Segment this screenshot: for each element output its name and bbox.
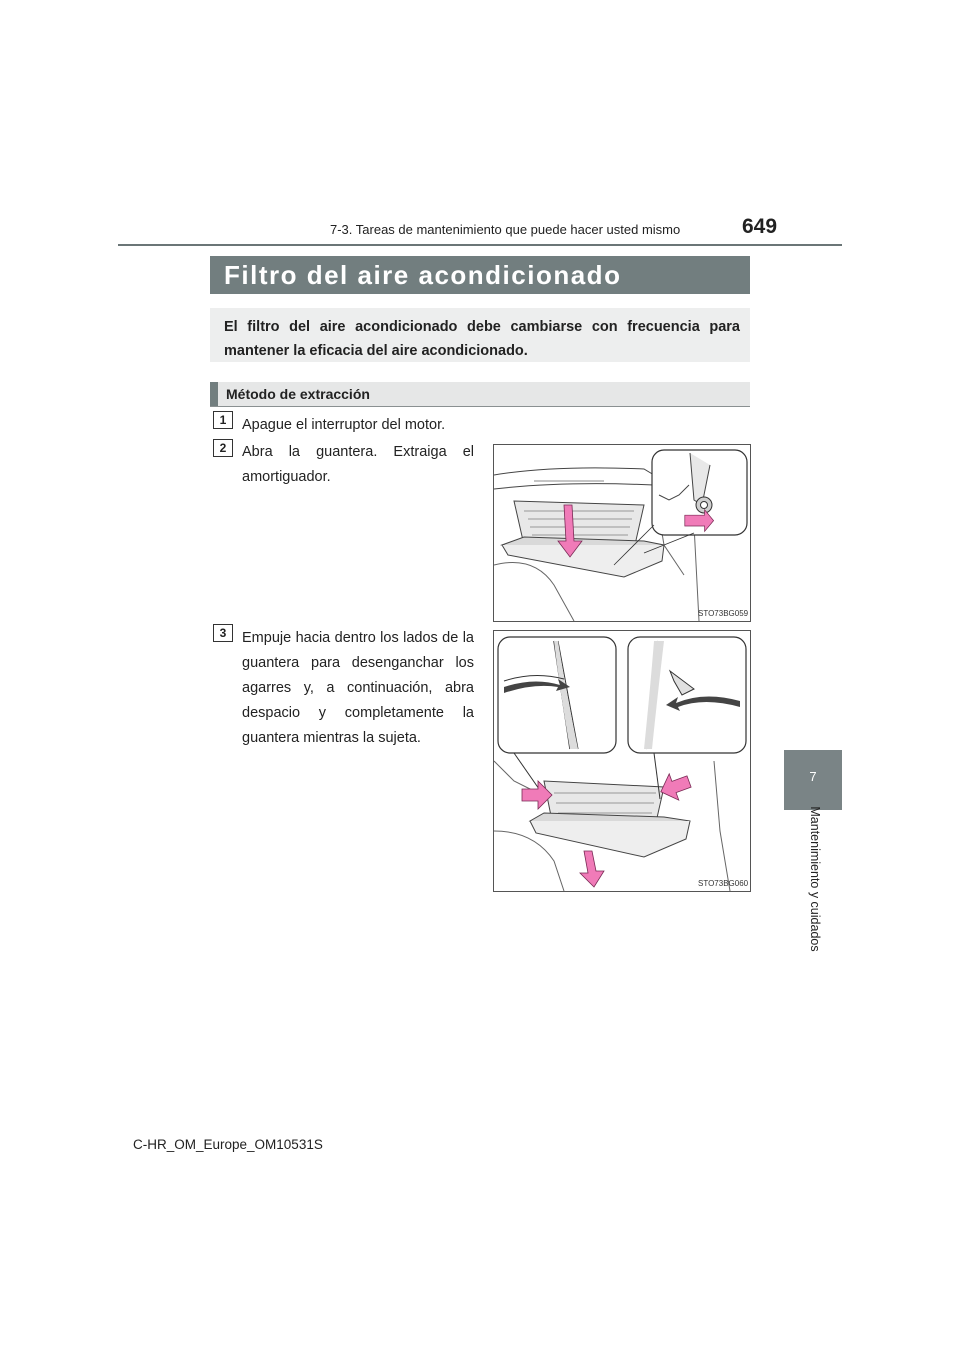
figure-code-1: STO73BG059 xyxy=(698,609,749,618)
figure-glovebox-release xyxy=(493,630,751,892)
header-section-title: 7-3. Tareas de mantenimiento que puede hacer usted mismo xyxy=(330,222,681,237)
step-number-3: 3 xyxy=(213,624,233,642)
subsection-title: Método de extracción xyxy=(226,386,370,402)
step-number-1: 1 xyxy=(213,411,233,429)
page-number: 649 xyxy=(742,215,778,238)
glovebox-release-illustration xyxy=(494,631,750,891)
chapter-number: 7 xyxy=(809,769,817,784)
figure-code-2: STO73BG060 xyxy=(698,879,749,888)
chapter-title: Mantenimiento y cuidados xyxy=(808,806,822,952)
subsection-marker xyxy=(210,382,218,406)
header-divider xyxy=(118,244,842,246)
figure-glovebox-open xyxy=(493,444,751,622)
step-number-2: 2 xyxy=(213,439,233,457)
page-title: Filtro del aire acondicionado xyxy=(224,260,622,290)
step-text-1: Apague el interruptor del motor. xyxy=(242,417,446,433)
step-text-3: Empuje hacia dentro los lados de la guantera para desenganchar los agarres y, a continuación, abra despacio y completamente la guantera mientras la sujeta. xyxy=(242,630,474,746)
footer-document-id: C-HR_OM_Europe_OM10531S xyxy=(133,1137,323,1152)
intro-text: El filtro del aire acondicionado debe cambiarse con frecuencia para mantener la eficacia del aire acondicionado. xyxy=(224,319,740,359)
glovebox-illustration xyxy=(494,445,750,621)
step-text-2: Abra la guantera. Extraiga el amortiguador. xyxy=(242,444,474,485)
